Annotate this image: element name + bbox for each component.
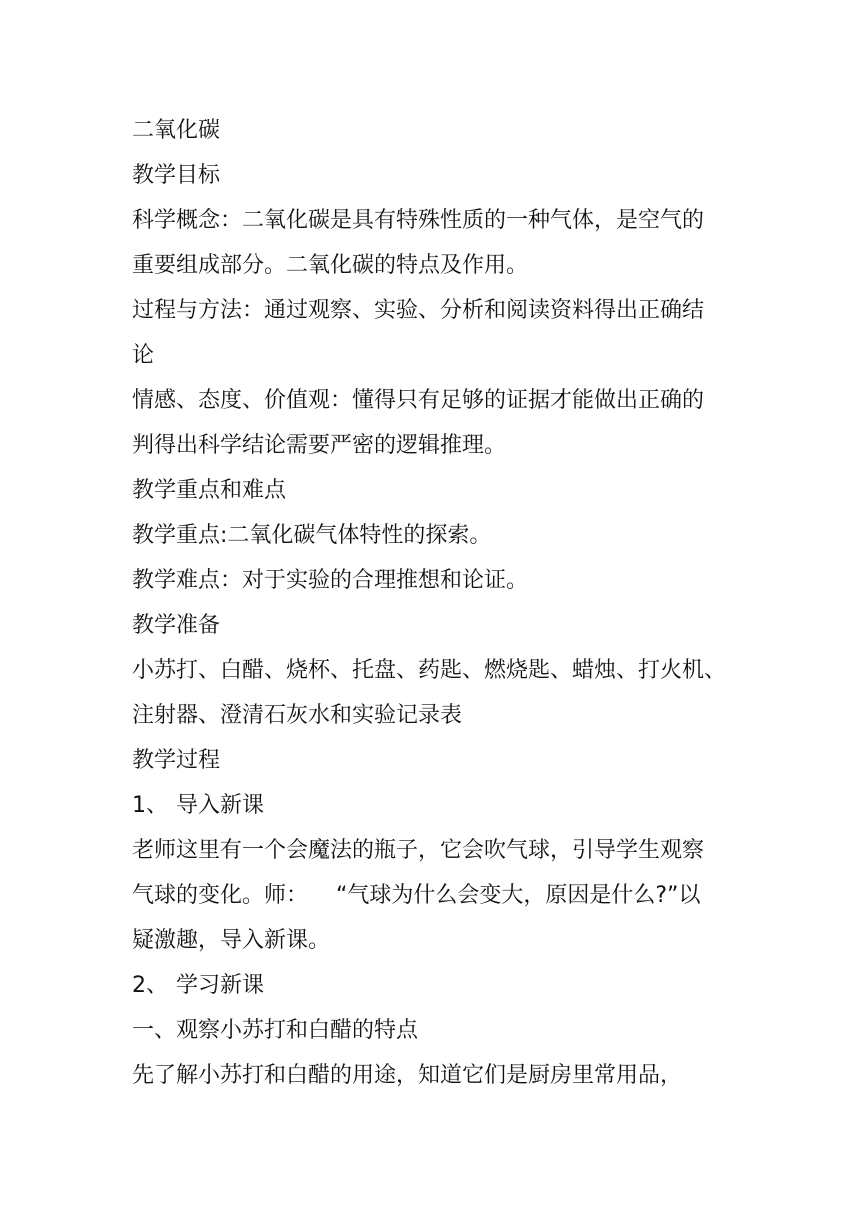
key-point: 教学重点:二氧化碳气体特性的探索。 [132, 523, 492, 548]
key-points-heading: 教学重点和难点 [132, 478, 287, 503]
teaching-process-heading: 教学过程 [132, 748, 221, 773]
section-title: 一、观察小苏打和白醋的特点 [132, 1018, 419, 1043]
section-line: 先了解小苏打和白醋的用途，知道它们是厨房里常用品， [132, 1063, 683, 1088]
emotion-line: 判得出科学结论需要严密的逻辑推理。 [132, 433, 507, 458]
step-title: 导入新课 [176, 793, 265, 818]
objectives-heading: 教学目标 [132, 163, 221, 188]
intro-line: 老师这里有一个会魔法的瓶子，它会吹气球，引导学生观察 [132, 838, 705, 863]
preparation-heading: 教学准备 [132, 613, 221, 638]
intro-line: 疑激趣，导入新课。 [132, 928, 331, 953]
concept-line: 科学概念：二氧化碳是具有特殊性质的一种气体，是空气的 [132, 208, 705, 233]
step-heading [132, 963, 737, 1008]
emotion-line: 情感、态度、价值观：懂得只有足够的证据才能做出正确的 [132, 388, 705, 413]
step-number: 2、 [132, 973, 168, 998]
step-title: 学习新课 [176, 973, 265, 998]
process-method-line: 过程与方法：通过观察、实验、分析和阅读资料得出正确结 [132, 298, 705, 323]
preparation-line: 小苏打、白醋、烧杯、托盘、药匙、燃烧匙、蜡烛、打火机、 [132, 658, 727, 683]
preparation-line: 注射器、澄清石灰水和实验记录表 [132, 703, 463, 728]
document-body [132, 108, 737, 1098]
process-method-line: 论 [132, 343, 155, 368]
difficult-point: 教学难点：对于实验的合理推想和论证。 [132, 568, 529, 593]
intro-line: 气球的变化。师： “气球为什么会变大，原因是什么?”以 [132, 883, 701, 908]
step-number: 1、 [132, 793, 168, 818]
step-heading [132, 783, 737, 828]
document-title: 二氧化碳 [132, 118, 221, 143]
concept-line: 重要组成部分。二氧化碳的特点及作用。 [132, 253, 529, 278]
